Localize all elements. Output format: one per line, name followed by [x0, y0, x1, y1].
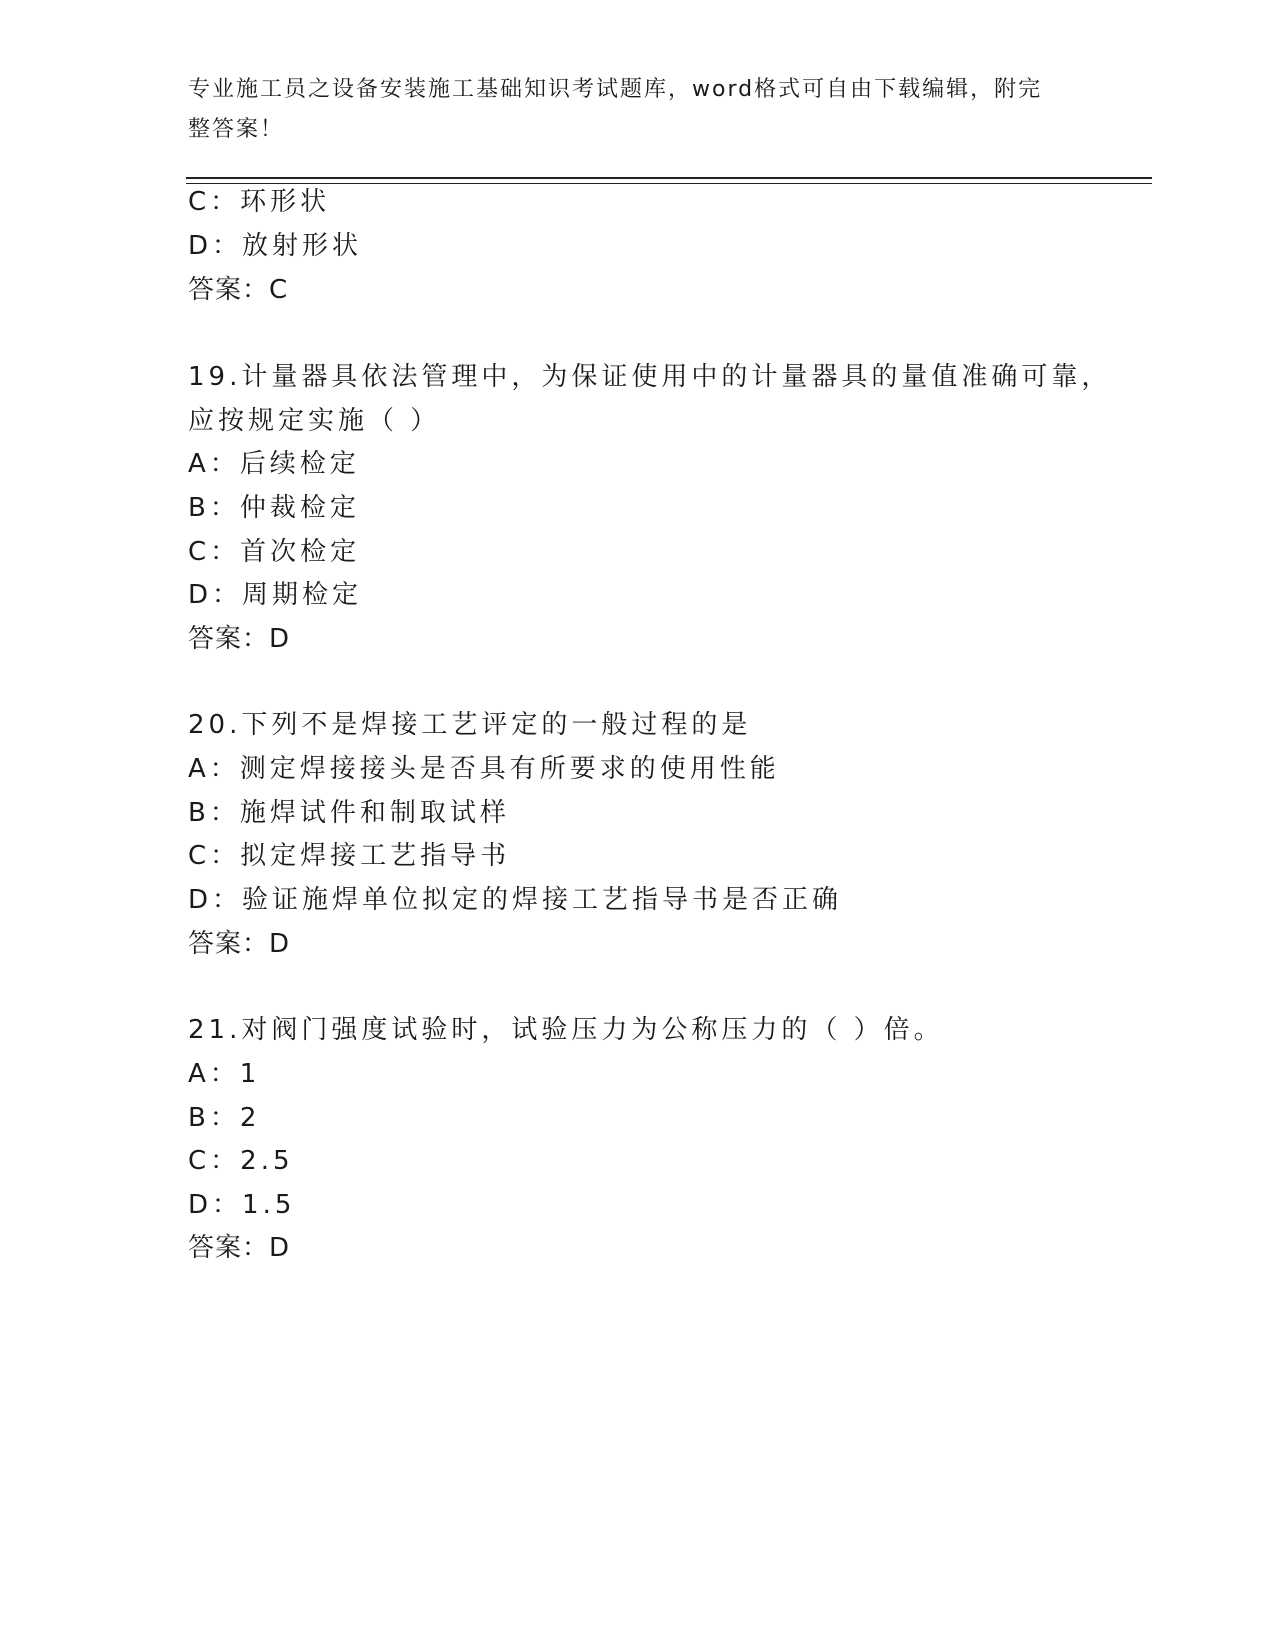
q21-question: 21.对阀门强度试验时，试验压力为公称压力的（ ）倍。 — [188, 1015, 944, 1045]
q19-answer: 答案：D — [188, 624, 291, 654]
q21-option-b: B：2 — [188, 1103, 261, 1133]
q19-option-c: C：首次检定 — [188, 537, 361, 567]
q20-option-b: B：施焊试件和制取试样 — [188, 798, 510, 828]
q20-option-d: D：验证施焊单位拟定的焊接工艺指导书是否正确 — [188, 885, 843, 915]
q21-answer: 答案：D — [188, 1233, 291, 1263]
q20-question: 20.下列不是焊接工艺评定的一般过程的是 — [188, 710, 752, 740]
prev-option-d: D：放射形状 — [188, 231, 363, 261]
q21-option-a: A：1 — [188, 1059, 261, 1089]
q20-option-c: C：拟定焊接工艺指导书 — [188, 841, 511, 871]
q19-question-line-2: 应按规定实施（ ） — [188, 406, 441, 436]
q20-option-a: A：测定焊接接头是否具有所要求的使用性能 — [188, 754, 780, 784]
header-divider — [186, 177, 1152, 184]
q21-option-c: C：2.5 — [188, 1146, 294, 1176]
header-title-line-1: 专业施工员之设备安装施工基础知识考试题库，word格式可自由下载编辑，附完 — [188, 77, 1043, 102]
q21-option-d: D：1.5 — [188, 1190, 296, 1220]
q19-option-b: B：仲裁检定 — [188, 493, 360, 523]
prev-answer: 答案：C — [188, 275, 289, 305]
q20-answer: 答案：D — [188, 929, 291, 959]
header-title-line-2: 整答案！ — [188, 117, 285, 142]
q19-option-a: A：后续检定 — [188, 449, 360, 479]
q19-option-d: D：周期检定 — [188, 580, 363, 610]
q19-question-line-1: 19.计量器具依法管理中，为保证使用中的计量器具的量值准确可靠， — [188, 362, 1112, 392]
prev-option-c: C：环形状 — [188, 187, 331, 217]
document-header — [188, 70, 1088, 150]
